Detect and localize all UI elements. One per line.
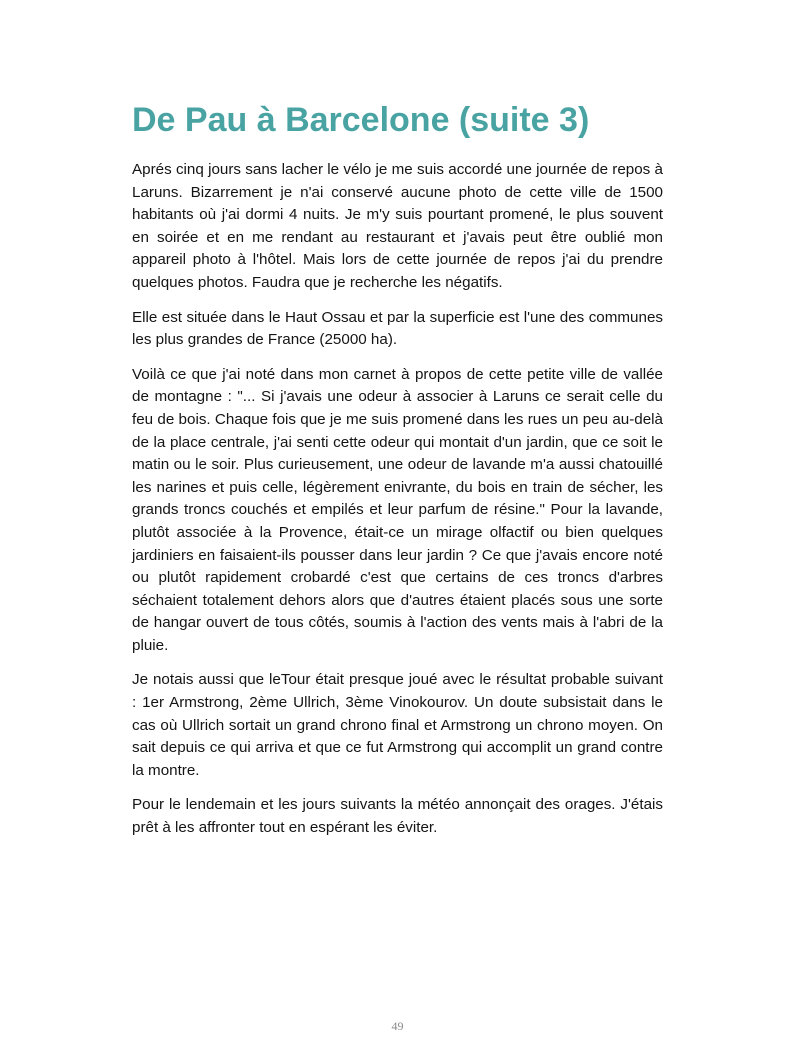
paragraph-3: Voilà ce que j'ai noté dans mon carnet à propos de cette petite ville de vallée de montagne : "... Si j'avais une odeur à associer à Laruns ce serait celle du feu de bois. Chaque fois que je me suis promené dans les rues un peu au-delà de la place centrale, j'ai senti cette odeur qui montait d'un jardin, que ce soit le matin ou le soir. Plus curieusement, une odeur de lavande m'a aussi chatouillé les narines et puis celle, légèrement enivrante, du bois en train de sécher, les grands troncs couchés et empilés et leur parfum de résine." Pour la lavande, plutôt associée à la Provence, était-ce un mirage olfactif ou bien quelques jardiniers en faisaient-ils pousser dans leur jardin ? Ce que j'avais encore noté ou plutôt rapidement crobardé c'est que certains de ces troncs d'arbres séchaient totalement dehors alors que d'autres étaient placés sous une sorte de hangar ouvert de tous côtés, soumis à l'action des vents mais à l'abri de la pluie. <box>132 365 663 654</box>
page-title: De Pau à Barcelone (suite 3) <box>132 101 590 139</box>
article-body <box>132 159 663 852</box>
paragraph-5: Pour le lendemain et les jours suivants la météo annonçait des orages. J'étais prêt à les affronter tout en espérant les éviter. <box>132 796 663 837</box>
paragraph-2: Elle est située dans le Haut Ossau et par la superficie est l'une des communes les plus grandes de France (25000 ha). <box>132 308 663 349</box>
page-number: 49 <box>391 1019 404 1033</box>
paragraph-4: Je notais aussi que leTour était presque joué avec le résultat probable suivant : 1er Armstrong, 2ème Ullrich, 3ème Vinokourov. Un doute subsistait dans le cas où Ullrich sortait un grand chrono final et Armstrong un chrono moyen. On sait depuis ce qui arriva et que ce fut Armstrong qui accomplit un grand contre la montre. <box>132 671 663 779</box>
paragraph-1: Aprés cinq jours sans lacher le vélo je me suis accordé une journée de repos à Laruns. Bizarrement je n'ai conservé aucune photo de cette ville de 1500 habitants où j'ai dormi 4 nuits. Je m'y suis pourtant promené, le plus souvent en soirée et en me rendant au restaurant et j'avais peut être oublié mon appareil photo à l'hôtel. Mais lors de cette journée de repos j'ai du prendre quelques photos. Faudra que je recherche les négatifs. <box>132 161 663 291</box>
